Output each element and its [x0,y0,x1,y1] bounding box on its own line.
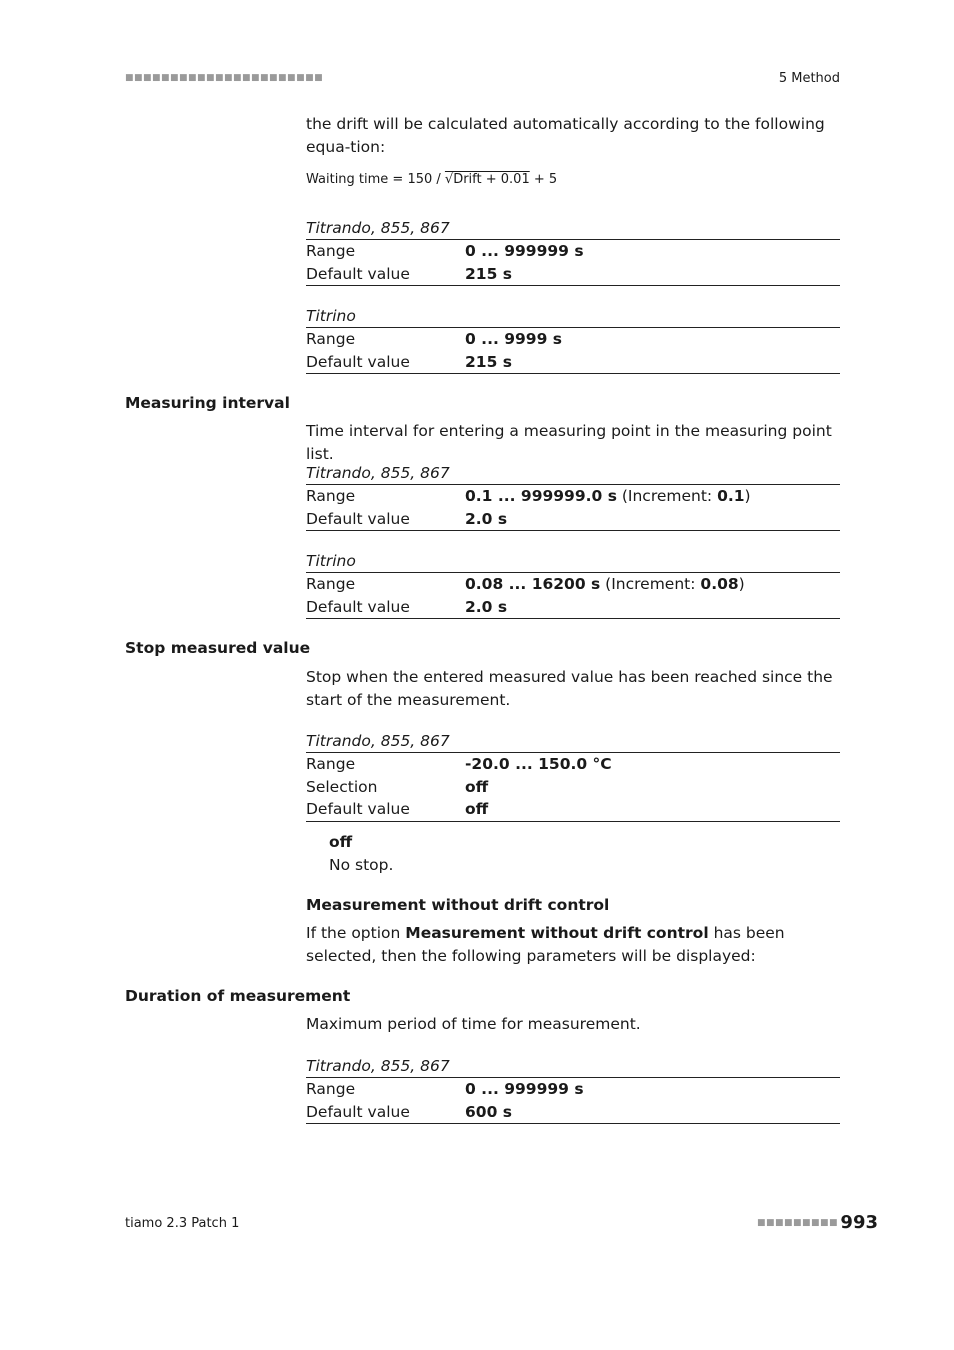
subheading-without-drift: Measurement without drift control [306,896,610,914]
table-row [306,1101,840,1124]
row-key: Range [306,755,356,773]
stop-measured-value-description: Stop when the entered measured value has been reached since the start of the measurement. [306,668,833,709]
table-row [306,596,840,619]
table-row [306,485,840,508]
section-label-duration: Duration of measurement [125,987,351,1005]
increment-close: ) [738,575,745,593]
equation-suffix: + 5 [529,172,558,187]
increment-value: 0.08 [700,575,739,593]
row-value: -20.0 ... 150.0 °C [465,755,612,773]
increment-label: (Increment: [616,487,718,505]
table-caption: Titrino [306,307,356,325]
footer-product: tiamo 2.3 Patch 1 [125,1216,240,1231]
row-key: Range [306,242,356,260]
section-label-measuring-interval: Measuring interval [125,394,290,412]
table-caption: Titrando, 855, 867 [306,219,450,237]
row-key: Range [306,330,356,348]
param-table-interval-titrino [306,550,840,619]
row-value: 0.1 ... 999999.0 s [465,487,617,505]
row-key: Range [306,1080,356,1098]
row-value: 215 s [465,352,512,371]
table-row [306,263,840,286]
table-caption: Titrino [306,552,356,570]
equation-prefix: Waiting time = 150 / [306,172,445,187]
row-key: Range [306,575,356,593]
row-key: Default value [306,264,410,283]
row-key: Selection [306,777,378,796]
param-table-duration-titrando [306,1055,840,1124]
paragraph-text: has been selected, then the following parameters will be displayed: [306,924,785,965]
row-key: Default value [306,597,410,616]
increment-close: ) [744,487,751,505]
table-row [306,753,840,776]
row-value: 2.0 s [465,597,508,616]
increment-label: (Increment: [600,575,701,593]
row-key: Range [306,487,356,505]
table-caption: Titrando, 855, 867 [306,732,450,750]
row-value: 600 s [465,1102,512,1121]
option-name: off [329,833,353,851]
option-off [329,831,393,876]
footer-decoration: ■■■■■■■■■ [756,1218,838,1228]
page-number: 993 [840,1212,878,1233]
row-value: 2.0 s [465,509,508,528]
option-reference: Measurement without drift control [405,924,709,942]
option-description: No stop. [329,855,394,874]
table-row [306,573,840,596]
table-row [306,798,840,821]
table-caption: Titrando, 855, 867 [306,464,450,482]
table-row [306,240,840,263]
row-key: Default value [306,1102,410,1121]
duration-description: Maximum period of time for measurement. [306,1015,641,1033]
row-value: 0 ... 999999 s [465,242,584,260]
row-value: 0.08 ... 16200 s [465,575,601,593]
table-row [306,776,840,799]
table-row [306,328,840,351]
without-drift-paragraph [306,922,840,967]
intro-paragraph: the drift will be calculated automatically according to the following equa-tion: [306,115,825,156]
param-table-stop-titrando [306,730,840,822]
row-value: 215 s [465,264,512,283]
waiting-time-equation [306,172,557,187]
row-key: Default value [306,509,410,528]
param-table-interval-titrando [306,462,840,531]
row-value: off [465,800,489,818]
section-label-stop-measured-value: Stop measured value [125,639,311,657]
row-value: 0 ... 999999 s [465,1080,584,1098]
table-row [306,351,840,374]
table-caption: Titrando, 855, 867 [306,1057,450,1075]
table-row [306,508,840,531]
table-row [306,1078,840,1101]
paragraph-text: If the option [306,924,406,942]
row-key: Default value [306,800,410,818]
increment-value: 0.1 [717,487,745,505]
measuring-interval-description: Time interval for entering a measuring point in the measuring point list. [306,422,832,463]
chapter-title: 5 Method [778,71,840,86]
header-decoration: ■■■■■■■■■■■■■■■■■■■■■■ [125,73,324,83]
row-key: Default value [306,352,410,371]
row-value: 0 ... 9999 s [465,330,563,348]
equation-radical: √Drift + 0.01 [444,172,530,187]
param-table-waiting-titrino [306,305,840,374]
param-table-waiting-titrando [306,217,840,286]
row-value: off [465,777,489,796]
